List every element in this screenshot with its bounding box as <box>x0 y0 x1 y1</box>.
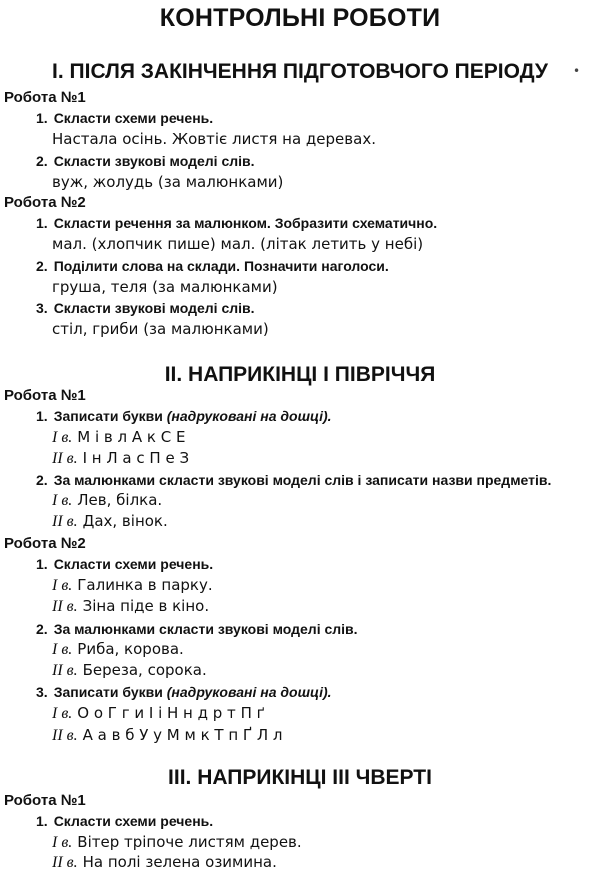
variant-line: І в. О о Г г и І і Н н д р т П ґ <box>52 704 265 722</box>
task-item: 1. Скласти речення за малюнком. Зобразити схематично. <box>36 215 438 231</box>
work-title: Робота №1 <box>4 387 86 404</box>
variant-line: ІІ в. Береза, сорока. <box>52 661 207 679</box>
variant-line: І в. Галинка в парку. <box>52 576 213 594</box>
task-item: 1. Скласти схеми речень. <box>36 556 214 572</box>
variant-line: ІІ в. Дах, вінок. <box>52 512 168 530</box>
section-2-heading: ІІ. НАПРИКІНЦІ І ПІВРІЧЧЯ <box>164 363 436 386</box>
work-title: Робота №2 <box>4 194 86 211</box>
task-content: стіл, гриби (за малюнками) <box>52 320 269 338</box>
margin-mark: • <box>573 64 581 78</box>
task-item: 2. Скласти звукові моделі слів. <box>36 153 255 169</box>
variant-line: ІІ в. І н Л а с П е З <box>52 449 190 467</box>
variant-line: І в. Лев, білка. <box>52 491 163 509</box>
task-content: груша, теля (за малюнками) <box>52 278 278 296</box>
task-item: 1. Скласти схеми речень. <box>36 813 214 829</box>
page-title: КОНТРОЛЬНІ РОБОТИ <box>159 4 441 32</box>
task-content: мал. (хлопчик пише) мал. (літак летить у небі) <box>52 235 424 253</box>
section-1-heading: І. ПІСЛЯ ЗАКІНЧЕННЯ ПІДГОТОВЧОГО ПЕРІОДУ <box>52 60 548 83</box>
task-item: 2. Поділити слова на склади. Позначити наголоси. <box>36 258 389 274</box>
work-title: Робота №2 <box>4 535 86 552</box>
task-item: 1. Скласти схеми речень. <box>36 110 214 126</box>
task-item: 2. За малюнками скласти звукові моделі слів. <box>36 621 358 637</box>
task-item: 3. Записати букви (надруковані на дошці). <box>36 684 332 700</box>
task-content: Настала осінь. Жовтіє листя на деревах. <box>52 130 376 148</box>
work-title: Робота №1 <box>4 792 86 809</box>
task-content: вуж, жолудь (за малюнками) <box>52 173 284 191</box>
variant-line: ІІ в. А а в б У у М м к Т п Ґ Л л <box>52 726 283 744</box>
variant-line: ІІ в. Зіна піде в кіно. <box>52 597 210 615</box>
task-item: 2. За малюнками скласти звукові моделі слів і записати назви предметів. <box>36 472 552 488</box>
task-item: 1. Записати букви (надруковані на дошці). <box>36 408 332 424</box>
variant-line: ІІ в. На полі зелена озимина. <box>52 853 277 871</box>
work-title: Робота №1 <box>4 89 86 106</box>
section-3-heading: ІІІ. НАПРИКІНЦІ ІІІ ЧВЕРТІ <box>168 766 432 789</box>
variant-line: І в. М і в л А к С Е <box>52 428 186 446</box>
variant-line: І в. Вітер тріпоче листям дерев. <box>52 833 302 851</box>
variant-line: І в. Риба, корова. <box>52 640 184 658</box>
task-item: 3. Скласти звукові моделі слів. <box>36 300 255 316</box>
